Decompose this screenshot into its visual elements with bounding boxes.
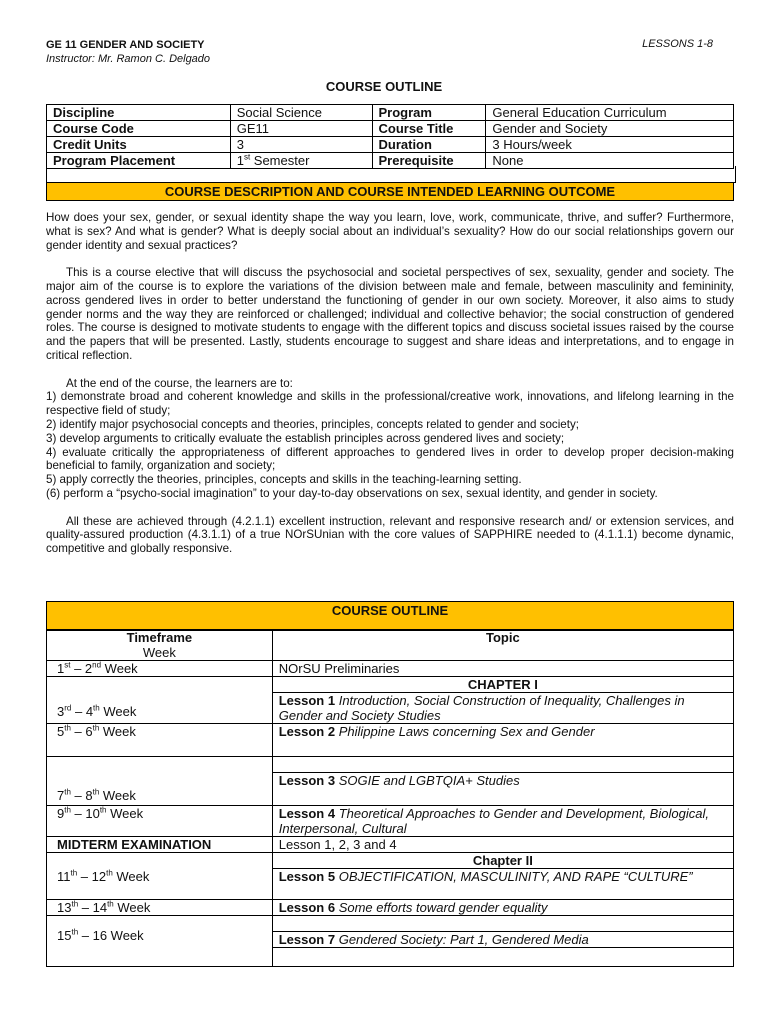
prerequisite-label: Prerequisite — [372, 153, 486, 169]
topic-cell: NOrSU Preliminaries — [272, 661, 733, 677]
chapter-heading: Chapter II — [272, 853, 733, 869]
table-row — [47, 724, 734, 757]
course-code-value: GE11 — [230, 121, 372, 137]
course-outline-table — [46, 629, 734, 967]
duration-label: Duration — [372, 137, 486, 153]
table-row — [47, 661, 734, 677]
outline-heading: COURSE OUTLINE — [46, 601, 734, 631]
chapter-heading: CHAPTER I — [272, 677, 733, 693]
table-row — [47, 806, 734, 837]
credit-units-label: Credit Units — [47, 137, 231, 153]
table-row — [47, 137, 734, 153]
list-item: 1) demonstrate broad and coherent knowledge and skills in the professional/creative work, innovations, and lifelong learning in the respective field of study; — [46, 390, 734, 418]
table-row — [47, 757, 734, 773]
list-item: 3) develop arguments to critically evaluate the establish principles across gendered lives and society; — [46, 431, 565, 445]
credit-units-value: 3 — [230, 137, 372, 153]
description-paragraph-1: How does your sex, gender, or sexual identity shape the way you learn, love, work, communicate, thrive, and suffer? Furthermore, what is sex? And what is gender? What is deeply social about an individual’s sexuality? How do our social relationships govern our gender identity and sexual practices? — [46, 211, 734, 252]
list-item: (6) perform a “psycho-social imagination” to your day-to-day observations on sex, sexual identity, and gender in society. — [46, 486, 658, 500]
placement-number: 1 — [236, 153, 244, 168]
list-item: 2) identify major psychosocial concepts and theories, principles, concepts related to gender and society; — [46, 417, 579, 431]
course-title-value: Gender and Society — [486, 121, 734, 137]
week-cell: 11th – 12th Week — [47, 853, 273, 900]
empty-cell — [272, 757, 733, 773]
topic-cell: Lesson 6 Some efforts toward gender equality — [272, 900, 733, 916]
week-cell: 15th – 16 Week — [47, 916, 273, 967]
description-heading: COURSE DESCRIPTION AND COURSE INTENDED LEARNING OUTCOME — [46, 182, 734, 201]
page-title: COURSE OUTLINE — [325, 79, 443, 94]
closing-paragraph: All these are achieved through (4.2.1.1) excellent instruction, relevant and responsive research and/ or extension services, and quality-assured production (4.3.1.1) of a true NOrSUnian with the core values of SAPPHIRE needed to (4.1.1.1) become dynamic, competitive and globally responsive. — [46, 514, 734, 556]
week-cell: 5th – 6th Week — [47, 724, 273, 757]
empty-cell — [272, 948, 733, 967]
week-cell: 1st – 2nd Week — [47, 661, 273, 677]
topic-cell: Lesson 3 SOGIE and LGBTQIA+ Studies — [272, 773, 733, 806]
week-cell: 13th – 14th Week — [47, 900, 273, 916]
table-header-row — [47, 630, 734, 661]
course-name: GE 11 GENDER AND SOCIETY — [46, 39, 205, 51]
list-item: 5) apply correctly the theories, principles, concepts and skills in the teaching-learning setting. — [46, 473, 522, 487]
description-paragraph-2: This is a course elective that will discuss the psychosocial and societal perspectives of sex, sexuality, gender and society. The major aim of the course is to explore the variations of the division between male and female, between masculinity and femininity, across gendered lives in order to better understand the functioning of gender in our own society. Moreover, it also aims to study gender norms and the way they are reinforced or challenged; individual and collective behavior; the social construction of gendered roles. The course is designed to motivate students to engage with the different topics and discuss societal issues raised by the course and the papers that will be presented. Lastly, students encourage to suggest and share ideas and interpretations, and to engage in critical reflection. — [46, 266, 734, 362]
course-code-label: Course Code — [47, 121, 231, 137]
table-row — [47, 853, 734, 869]
duration-value: 3 Hours/week — [486, 137, 734, 153]
topic-header: Topic — [272, 630, 733, 661]
topic-cell: Lesson 4 Theoretical Approaches to Gender and Development, Biological, Interpersonal, Cultural — [272, 806, 733, 837]
week-cell: 3rd – 4th Week — [47, 677, 273, 724]
topic-cell: Lesson 1, 2, 3 and 4 — [272, 837, 733, 853]
week-label: Week — [142, 645, 176, 660]
prerequisite-value: None — [486, 153, 734, 169]
table-row — [47, 916, 734, 932]
midterm-label: MIDTERM EXAMINATION — [47, 837, 273, 853]
program-placement-label: Program Placement — [47, 153, 231, 169]
timeframe-header — [47, 630, 273, 661]
course-title-label: Course Title — [372, 121, 486, 137]
spacer-row — [46, 166, 736, 183]
week-cell: 9th – 10th Week — [47, 806, 273, 837]
table-row — [47, 105, 734, 121]
list-item: 4) evaluate critically the appropriateness of different approaches to gendered lives in order to develop proper decision-making beneficial to family, organization and society; — [46, 445, 734, 473]
lessons-range: LESSONS 1-8 — [642, 38, 713, 50]
table-row — [47, 900, 734, 916]
placement-rest: Semester — [250, 153, 310, 168]
topic-cell: Lesson 5 OBJECTIFICATION, MASCULINITY, AND RAPE “CULTURE” — [272, 869, 733, 900]
program-label: Program — [372, 105, 486, 121]
learning-outcomes — [46, 377, 734, 501]
table-row — [47, 121, 734, 137]
table-row — [47, 837, 734, 853]
topic-cell: Lesson 2 Philippine Laws concerning Sex and Gender — [272, 724, 733, 757]
topic-cell: Lesson 1 Introduction, Social Construction of Inequality, Challenges in Gender and Society Studies — [272, 693, 733, 724]
empty-cell — [272, 916, 733, 932]
instructor-line: Instructor: Mr. Ramon C. Delgado — [46, 53, 211, 65]
topic-cell: Lesson 7 Gendered Society: Part 1, Gendered Media — [272, 932, 733, 948]
document-header — [46, 38, 210, 66]
course-info-table — [46, 104, 734, 169]
timeframe-label: Timeframe — [126, 630, 193, 645]
course-description — [46, 211, 734, 570]
placement-ordinal: st — [243, 152, 251, 162]
discipline-label: Discipline — [47, 105, 231, 121]
week-cell: 7th – 8th Week — [47, 757, 273, 806]
discipline-value: Social Science — [230, 105, 372, 121]
table-row — [47, 677, 734, 693]
outcomes-intro: At the end of the course, the learners are to: — [66, 376, 293, 390]
program-value: General Education Curriculum — [486, 105, 734, 121]
